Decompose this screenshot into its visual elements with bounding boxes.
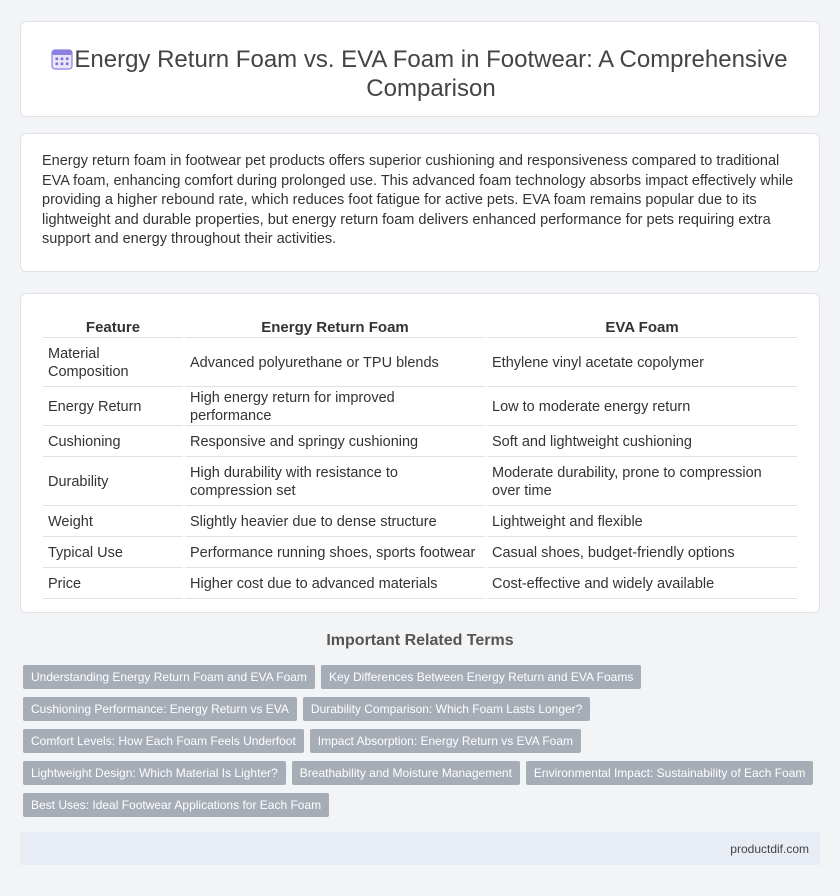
related-term-tag[interactable]: Cushioning Performance: Energy Return vs EVA [23, 697, 297, 721]
column-header-energy-return-foam: Energy Return Foam [185, 318, 485, 338]
related-term-tag[interactable]: Best Uses: Ideal Footwear Applications for Each Foam [23, 793, 329, 817]
table-row [43, 459, 797, 506]
feature-cell: Material Composition [43, 340, 183, 387]
energy-return-cell: Slightly heavier due to dense structure [185, 508, 485, 537]
page-title: Energy Return Foam vs. EVA Foam in Footwear: A Comprehensive Comparison [74, 46, 788, 102]
eva-cell: Lightweight and flexible [487, 508, 797, 537]
eva-cell: Casual shoes, budget-friendly options [487, 539, 797, 568]
related-term-tag[interactable]: Comfort Levels: How Each Foam Feels Underfoot [23, 729, 304, 753]
comparison-card [20, 293, 820, 613]
related-term-tag[interactable]: Impact Absorption: Energy Return vs EVA Foam [310, 729, 581, 753]
intro-paragraph: Energy return foam in footwear pet products offers superior cushioning and responsiveness compared to traditional EVA foam, enhancing comfort during prolonged use. This advanced foam technology absorbs impact effectively while providing a higher rebound rate, which reduces foot fatigue for active pets. EVA foam remains popular due to its lightweight and durable properties, but energy return foam delivers enhanced performance for pets requiring extra support and energy throughout their activities. [42, 153, 794, 248]
table-row [43, 428, 797, 457]
feature-cell: Typical Use [43, 539, 183, 568]
energy-return-cell: Performance running shoes, sports footwear [185, 539, 485, 568]
related-term-tag[interactable]: Environmental Impact: Sustainability of Each Foam [526, 761, 813, 785]
table-row [43, 508, 797, 537]
intro-card [20, 133, 820, 272]
feature-cell: Price [43, 570, 183, 599]
energy-return-cell: High energy return for improved performance [185, 389, 485, 426]
eva-cell: Low to moderate energy return [487, 389, 797, 426]
feature-cell: Energy Return [43, 389, 183, 426]
related-terms-tags [23, 665, 823, 825]
column-header-eva-foam: EVA Foam [487, 318, 797, 338]
energy-return-cell: Higher cost due to advanced materials [185, 570, 485, 599]
column-header-feature: Feature [43, 318, 183, 338]
table-row [43, 570, 797, 599]
related-term-tag[interactable]: Breathability and Moisture Management [292, 761, 520, 785]
energy-return-cell: High durability with resistance to compression set [185, 459, 485, 506]
related-term-tag[interactable]: Understanding Energy Return Foam and EVA Foam [23, 665, 315, 689]
eva-cell: Moderate durability, prone to compression over time [487, 459, 797, 506]
comparison-table [41, 316, 799, 601]
feature-cell: Cushioning [43, 428, 183, 457]
related-term-tag[interactable]: Durability Comparison: Which Foam Lasts Longer? [303, 697, 590, 721]
feature-cell: Durability [43, 459, 183, 506]
footer-site-link[interactable]: productdif.com [730, 842, 809, 856]
header-card [20, 21, 820, 117]
feature-cell: Weight [43, 508, 183, 537]
eva-cell: Soft and lightweight cushioning [487, 428, 797, 457]
table-row [43, 389, 797, 426]
related-terms-heading: Important Related Terms [326, 632, 514, 649]
related-term-tag[interactable]: Key Differences Between Energy Return and EVA Foams [321, 665, 641, 689]
table-row [43, 340, 797, 387]
eva-cell: Ethylene vinyl acetate copolymer [487, 340, 797, 387]
eva-cell: Cost-effective and widely available [487, 570, 797, 599]
table-row [43, 539, 797, 568]
energy-return-cell: Responsive and springy cushioning [185, 428, 485, 457]
footer-bar [20, 832, 820, 865]
table-header-row [43, 318, 797, 338]
related-term-tag[interactable]: Lightweight Design: Which Material Is Lighter? [23, 761, 286, 785]
energy-return-cell: Advanced polyurethane or TPU blends [185, 340, 485, 387]
